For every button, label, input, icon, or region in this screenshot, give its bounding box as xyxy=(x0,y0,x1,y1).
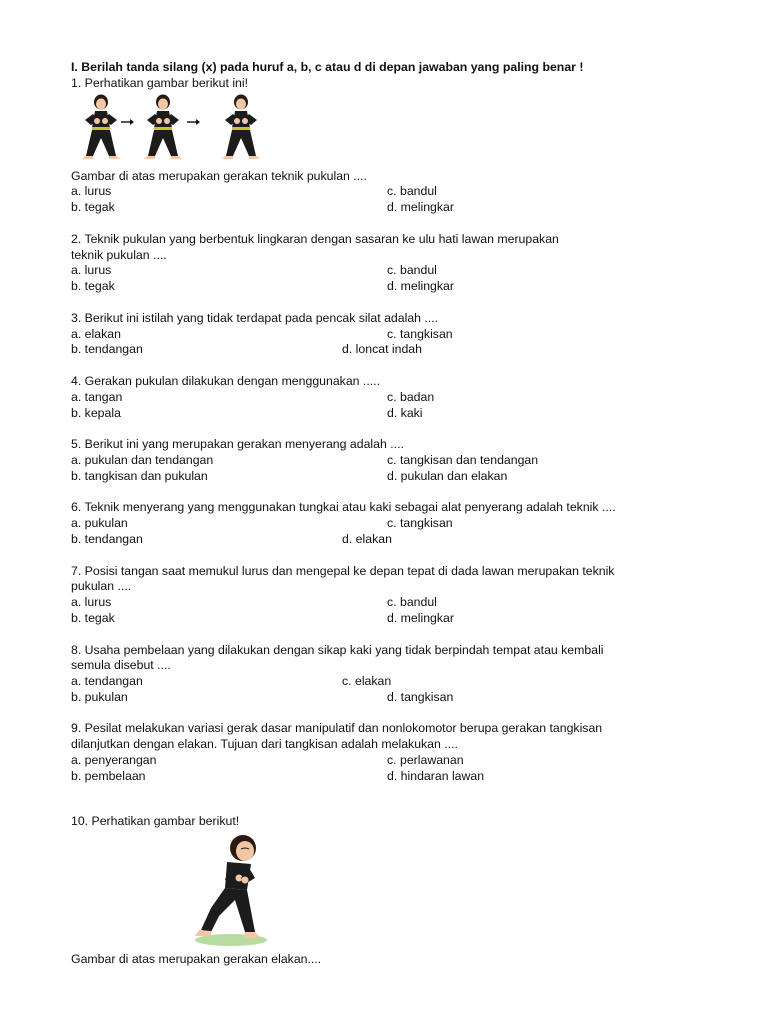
option-c[interactable]: c. bandul xyxy=(387,263,437,278)
question-5: 5. Berikut ini yang merupakan gerakan menyerang adalah .... xyxy=(71,437,404,452)
pencak-silat-elakan-figure xyxy=(167,834,277,950)
option-a[interactable]: a. penyerangan xyxy=(71,753,157,768)
question-7-cont: pukulan .... xyxy=(71,579,132,594)
option-b[interactable]: b. tegak xyxy=(71,610,115,625)
option-a[interactable]: a. tangan xyxy=(71,389,123,404)
arrow-right-icon xyxy=(187,119,200,125)
option-d[interactable]: d. loncat indah xyxy=(342,342,422,357)
option-c[interactable]: c. elakan xyxy=(342,674,392,689)
question-8-cont: semula disebut .... xyxy=(71,658,171,673)
options-3 xyxy=(71,327,711,359)
option-c[interactable]: c. badan xyxy=(387,389,435,404)
option-d[interactable]: d. melingkar xyxy=(387,200,454,215)
pencak-silat-figure-sequence xyxy=(71,94,311,166)
option-d[interactable]: d. pukulan dan elakan xyxy=(387,468,508,483)
option-b[interactable]: b. kepala xyxy=(71,405,121,420)
worksheet xyxy=(71,60,711,968)
question-9: 9. Pesilat melakukan variasi gerak dasar manipulatif dan nonlokomotor berupa gerakan tangkisan xyxy=(71,721,603,736)
option-c[interactable]: c. perlawanan xyxy=(387,753,464,768)
option-a[interactable]: a. lurus xyxy=(71,595,112,610)
options-4 xyxy=(71,390,711,422)
option-d[interactable]: d. melingkar xyxy=(387,279,454,294)
option-a[interactable]: a. lurus xyxy=(71,263,112,278)
option-d[interactable]: d. kaki xyxy=(387,405,423,420)
question-4: 4. Gerakan pukulan dilakukan dengan menggunakan ..... xyxy=(71,373,381,388)
options-8 xyxy=(71,674,711,706)
option-d[interactable]: d. melingkar xyxy=(387,610,454,625)
option-d[interactable]: d. elakan xyxy=(342,531,392,546)
option-a[interactable]: a. elakan xyxy=(71,326,121,341)
option-b[interactable]: b. tendangan xyxy=(71,342,143,357)
option-c[interactable]: c. tangkisan xyxy=(387,516,453,531)
option-b[interactable]: b. tendangan xyxy=(71,531,143,546)
question-3: 3. Berikut ini istilah yang tidak terdapat pada pencak silat adalah .... xyxy=(71,310,439,325)
figure-pukulan-sequence xyxy=(71,94,711,166)
question-8: 8. Usaha pembelaan yang dilakukan dengan sikap kaki yang tidak berpindah tempat atau kembali xyxy=(71,642,604,657)
options-1 xyxy=(71,184,711,216)
option-c[interactable]: c. bandul xyxy=(387,595,437,610)
options-7 xyxy=(71,595,711,627)
question-2: 2. Teknik pukulan yang berbentuk lingkaran dengan sasaran ke ulu hati lawan merupakan xyxy=(71,231,559,246)
options-5 xyxy=(71,453,711,485)
option-b[interactable]: b. tangkisan dan pukulan xyxy=(71,468,208,483)
question-9-cont: dilanjutkan dengan elakan. Tujuan dari tangkisan adalah melakukan .... xyxy=(71,737,458,752)
options-2 xyxy=(71,263,711,295)
option-c[interactable]: c. tangkisan xyxy=(387,326,453,341)
option-d[interactable]: d. hindaran lawan xyxy=(387,768,485,783)
option-a[interactable]: a. lurus xyxy=(71,184,112,199)
option-b[interactable]: b. pukulan xyxy=(71,689,128,704)
option-a[interactable]: a. tendangan xyxy=(71,674,143,689)
option-b[interactable]: b. tegak xyxy=(71,279,115,294)
figure-elakan xyxy=(71,830,711,946)
question-7: 7. Posisi tangan saat memukul lurus dan mengepal ke depan tepat di dada lawan merupakan teknik xyxy=(71,563,615,578)
instructions: I. Berilah tanda silang (x) pada huruf a, b, c atau d di depan jawaban yang paling benar ! xyxy=(71,60,584,74)
option-c[interactable]: c. tangkisan dan tendangan xyxy=(387,452,539,467)
option-d[interactable]: d. tangkisan xyxy=(387,689,454,704)
arrow-right-icon xyxy=(121,119,134,125)
question-10: 10. Perhatikan gambar berikut! xyxy=(71,814,240,829)
option-a[interactable]: a. pukulan xyxy=(71,516,128,531)
options-9 xyxy=(71,753,711,785)
question-2-cont: teknik pukulan .... xyxy=(71,247,167,262)
question-1: 1. Perhatikan gambar berikut ini! xyxy=(71,75,249,90)
option-a[interactable]: a. pukulan dan tendangan xyxy=(71,452,214,467)
question-6: 6. Teknik menyerang yang menggunakan tungkai atau kaki sebagai alat penyerang adalah teknik .... xyxy=(71,500,616,515)
option-b[interactable]: b. pembelaan xyxy=(71,768,146,783)
option-c[interactable]: c. bandul xyxy=(387,184,437,199)
option-b[interactable]: b. tegak xyxy=(71,200,115,215)
options-6 xyxy=(71,516,711,548)
question-1-prompt: Gambar di atas merupakan gerakan teknik pukulan .... xyxy=(71,168,367,183)
question-10-prompt: Gambar di atas merupakan gerakan elakan.... xyxy=(71,952,322,967)
